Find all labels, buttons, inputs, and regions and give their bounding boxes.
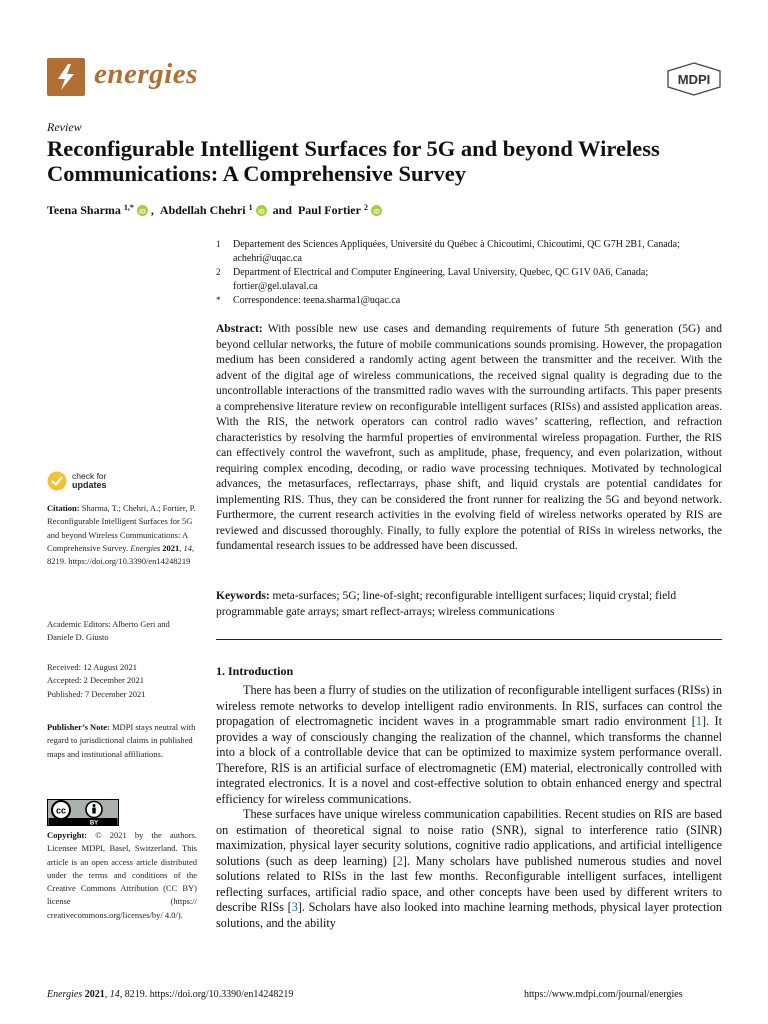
abstract [216, 322, 722, 555]
publishers-note-label: Publisher’s Note: [47, 722, 110, 732]
footer-volume: , 14 [104, 989, 120, 1000]
publishers-note-text: MDPI stays neutral with regard to jurisdictional claims in published maps and institutional affiliations. [47, 722, 196, 759]
affiliation-row [216, 238, 716, 266]
check-updates-line1: check for [72, 471, 107, 481]
author-separator: and [269, 203, 295, 217]
affiliation-row [216, 266, 716, 294]
citation-text: Sharma, T.; Chehri, A.; Fortier, P. Reconfigurable Intelligent Surfaces for 5G and beyond Wireless Communications: A Comprehensive Survey. [47, 503, 196, 553]
citation-block [47, 502, 197, 568]
cc-by-label: BY [89, 820, 99, 826]
publisher-name: MDPI [677, 72, 711, 87]
paragraph [216, 683, 722, 807]
check-updates-icon [47, 471, 67, 491]
affiliation-text: Department of Electrical and Computer Engineering, Laval University, Quebec, QC G1V 0A6, Canada; fortier@gel.ulaval.ca [233, 267, 649, 292]
keywords-text: meta-surfaces; 5G; line-of-sight; reconfigurable intelligent surfaces; liquid crystal; field programmable gate arrays; smart reflect-arrays; wireless communications [216, 590, 677, 618]
orcid-icon[interactable] [371, 205, 382, 216]
author-name[interactable]: Teena Sharma [47, 203, 121, 217]
author-list [47, 203, 382, 218]
paragraph-text: ]. Many scholars have published numerous studies and novel solutions related to RISs in the last few months. Reconfigurable intelligent surfaces, intelligent reflecting surfaces, artificial radio space, and other concepts have been used by different writers to describe RISs [ [216, 853, 722, 914]
citation-label: Citation: [47, 503, 80, 513]
mdpi-logo [666, 62, 722, 96]
check-updates-label [72, 472, 107, 490]
check-updates-line2: updates [72, 480, 107, 490]
affiliation-text: Departement des Sciences Appliquées, Université du Québec à Chicoutimi, Chicoutimi, QC G7H 2B1, Canada; achehri@uqac.ca [233, 239, 680, 264]
affiliation-mark: 2 [216, 267, 221, 277]
abstract-text: With possible new use cases and demanding requirements of future 5th generation (5G) and beyond cellular networks, the future of mobile communications sounds promising. However, the propagation medium has been considered a randomly acting agent between the transmitter and the receiver. With the advent of the digital age of wireless communications, the received signal quality is degrading due to the uncontrollable interactions of the transmitted radio waves with the surrounding artifacts. This paper presents a comprehensive literature review on reconfigurable intelligent surfaces (RISs) and assisted application areas. With the RIS, the network operators can control radio waves’ scattering, reflection, and refraction characteristics by resolving the harmful properties of environmental wireless propagation. Further, the RIS can effectively control the wavefront, such as amplitude, phase, frequency, and even polarization, without requiring complex encoding, decoding, or radio wave processing techniques. Motivated by technological advances, the metasurfaces, reflectarrays, phase shift, and liquid crystals are potential candidates for implementing RIS. Thus, they can be considered the front runner for realizing the 5G and beyond network. Furthermore, the current research activities in the evolving field of wireless networks operated by RIS are reviewed and discussed thoroughly. Finally, to fully explore the potential of RISs in wireless networks, the fundamental research issues to be addressed have been discussed. [216, 323, 722, 552]
check-for-updates-badge[interactable] [47, 471, 107, 491]
lightning-bolt-icon [47, 58, 85, 96]
article-title: Reconfigurable Intelligent Surfaces for 5G and beyond Wireless Communications: A Comprehensive Survey [47, 136, 660, 186]
orcid-icon[interactable] [137, 205, 148, 216]
paragraph-text: ]. It provides a way of consciously changing the realization of the channel, which transforms the channel into a block of a controllable device that can be optimized to maximize system performance overall. Therefore, RIS is an artificial surface of electromagnetic (EM) material, electronically controlled with integrated electronics. It is a novel and cost-effective solution to obtain enhanced energy and spectral efficiency for wireless communications. [216, 714, 722, 806]
affiliation-mark: * [216, 295, 221, 305]
author-sup: 1 [248, 203, 253, 212]
author-name[interactable]: Abdellah Chehri [159, 203, 246, 217]
footer-journal: Energies [47, 989, 83, 1000]
citation-year: 2021 [160, 542, 180, 553]
received-date: Received: 12 August 2021 [47, 662, 137, 672]
svg-text:iD: iD [257, 208, 265, 216]
keywords [216, 589, 722, 620]
author-separator: , [150, 203, 157, 217]
svg-text:iD: iD [373, 208, 380, 216]
paragraph-text: These surfaces have unique wireless communication capabilities. Recent studies on RIS are based on estimation of theoretical signal to noise ratio (SNR), signal to interference ratio (SINR) maximization, physical layer security solutions, cognitive radio applications, and artificial intelligence solutions (such as deep learning) [ [216, 807, 722, 868]
section-heading: 1. Introduction [216, 664, 294, 678]
introduction-body [216, 683, 722, 931]
author-sup: 2 [363, 203, 368, 212]
abstract-label: Abstract: [216, 323, 263, 335]
affiliation-text: Correspondence: teena.sharma1@uqac.ca [233, 295, 401, 306]
affiliation-mark: 1 [216, 239, 221, 249]
section-divider [216, 639, 722, 640]
paragraph [216, 807, 722, 931]
footer-doi[interactable]: , 8219. https://doi.org/10.3390/en14248219 [119, 989, 294, 1000]
footer-journal-url[interactable]: https://www.mdpi.com/journal/energies [524, 989, 683, 1000]
accepted-date: Accepted: 2 December 2021 [47, 675, 144, 686]
author-name[interactable]: Paul Fortier [297, 203, 361, 217]
affiliation-row [216, 294, 716, 308]
article-type: Review [47, 120, 82, 134]
svg-text:cc: cc [55, 805, 67, 816]
affiliations [216, 238, 716, 308]
journal-logo [47, 58, 85, 96]
academic-editors: Academic Editors: Alberto Geri and Daniele D. Giusto [47, 619, 170, 643]
citation-link[interactable]: 1 [695, 714, 702, 728]
footer-year: 2021 [82, 989, 105, 1000]
author-sup: 1,* [123, 203, 134, 212]
orcid-icon[interactable] [256, 205, 267, 216]
citation-link[interactable]: 3 [291, 900, 298, 914]
citation-journal: Energies [130, 542, 161, 553]
footer-citation [47, 989, 293, 1000]
published-date: Published: 7 December 2021 [47, 688, 146, 699]
cc-by-license-icon[interactable] [47, 799, 119, 826]
copyright-label: Copyright: [47, 830, 88, 840]
citation-volume: , 14 [179, 542, 193, 553]
citation-doi[interactable]: , 8219. https://doi.org/10.3390/en14248219 [47, 542, 195, 567]
journal-name: energies [94, 58, 198, 90]
keywords-label: Keywords: [216, 590, 270, 602]
paragraph-text: There has been a flurry of studies on the utilization of reconfigurable intelligent surfaces (RISs) in wireless remote networks to develop intelligent radio environments. In RIS, surfaces can control the propagation of electromagnetic incident waves in a programmable smart radio environment [ [216, 683, 722, 728]
publishers-note [47, 721, 197, 761]
copyright-text: © 2021 by the authors. Licensee MDPI, Basel, Switzerland. This article is an open access article distributed under the terms and conditions of the Creative Commons Attribution (CC BY) license (https:// creativecommons.org/licenses/by/ 4.0/). [47, 830, 197, 920]
paragraph-text: ]. Scholars have also looked into machine learning methods, physical layer protection solutions, and the ability [216, 900, 722, 930]
dates-block [47, 661, 197, 701]
svg-text:iD: iD [139, 208, 146, 216]
copyright-notice [47, 829, 197, 922]
citation-link[interactable]: 2 [396, 853, 403, 868]
